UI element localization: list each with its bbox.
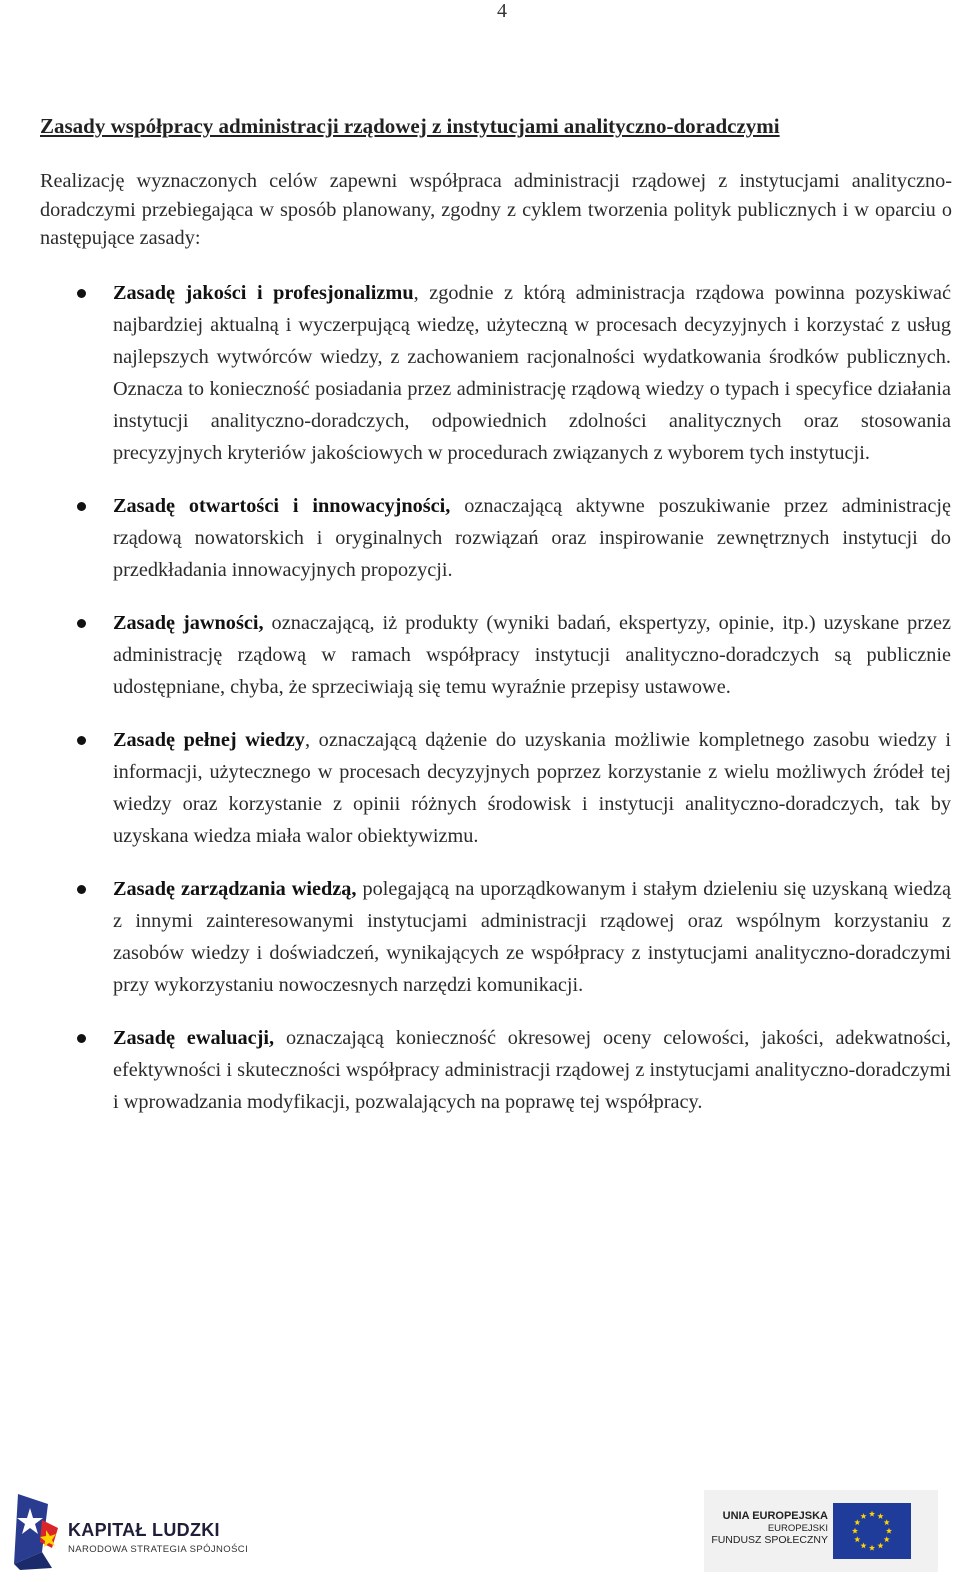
list-item xyxy=(0,724,951,852)
bullet-icon xyxy=(77,619,86,628)
eu-text xyxy=(711,1510,828,1547)
principles-list xyxy=(0,277,960,1139)
principle-title: Zasadę ewaluacji, xyxy=(113,1027,275,1049)
list-item xyxy=(0,873,951,1001)
kapital-ludzki-logo xyxy=(12,1490,252,1572)
eu-line-1: UNIA EUROPEJSKA xyxy=(722,1510,828,1522)
principle-title: Zasadę zarządzania wiedzą, xyxy=(113,878,357,900)
kapital-ludzki-title: KAPITAŁ LUDZKI xyxy=(68,1520,220,1540)
eu-logo xyxy=(704,1490,938,1572)
eu-line-3: FUNDUSZ SPOŁECZNY xyxy=(711,1534,828,1546)
kapital-ludzki-mark-icon xyxy=(12,1490,64,1572)
list-item xyxy=(0,1022,951,1118)
kapital-ludzki-subtitle: NARODOWA STRATEGIA SPÓJNOŚCI xyxy=(68,1544,249,1555)
principle-text: oznaczającą, iż produkty (wyniki badań, ekspertyzy, opinie, itp.) uzyskane przez administrację rządową w ramach współpracy instytucji analityczno-doradczych są publicznie udostępniane, chyba, że sprzeciwiają się temu wyraźnie przepisy ustawowe. xyxy=(113,612,951,698)
eu-line-2: EUROPEJSKI xyxy=(767,1523,828,1534)
principle-text: oznaczającą konieczność okresowej oceny celowości, jakości, adekwatności, efektywności i skuteczności współpracy administracji rządowej z instytucjami analityczno-doradczymi i wprowadzania modyfikacji, pozwalających na poprawę tej współpracy. xyxy=(113,1027,952,1113)
eu-flag-icon xyxy=(833,1503,911,1559)
document-heading: Zasady współpracy administracji rządowej z instytucjami analityczno-doradczymi xyxy=(40,114,780,138)
page-number: 4 xyxy=(497,0,507,22)
principle-title: Zasadę otwartości i innowacyjności, xyxy=(113,495,451,517)
principle-text: polegającą na uporządkowanym i stałym dzieleniu się uzyskaną wiedzą z innymi zainteresowanymi instytucjami administracji rządowej oraz wspólnym korzystaniu z zasobów wiedzy i doświadczeń, wynikających ze współpracy z instytucjami analityczno-doradczymi przy wykorzystaniu nowoczesnych narzędzi komunikacji. xyxy=(113,878,951,996)
principle-text: , oznaczającą dążenie do uzyskania możliwie kompletnego zasobu wiedzy i informacji, użytecznego w procesach decyzyjnych poprzez korzystanie z wielu możliwych źródeł tej wiedzy oraz korzystanie z opinii różnych środowisk i instytucji analityczno-doradczych, tak by uzyskana wiedza miała walor obiektywizmu. xyxy=(113,729,951,847)
intro-paragraph: Realizację wyznaczonych celów zapewni współpraca administracji rządowej z instytucjami analityczno-doradczymi przebiegająca w sposób planowany, zgodny z cyklem tworzenia polityk publicznych i w oparciu o następujące zasady: xyxy=(40,170,952,249)
principle-text: , zgodnie z którą administracja rządowa powinna pozyskiwać najbardziej aktualną i wyczerpującą wiedzę, użyteczną w procesach decyzyjnych i korzystać z usług najlepszych wytwórców wiedzy, z zachowaniem racjonalności wydatkowania środków publicznych. Oznacza to konieczność posiadania przez administrację rządową wiedzy o typach i specyfice działania instytucji analityczno-doradczych, odpowiednich zdolności analitycznych oraz stosowania precyzyjnych kryteriów jakościowych w procedurach związanych z wyborem tych instytucji. xyxy=(113,282,951,464)
page-footer xyxy=(0,1482,960,1582)
bullet-icon xyxy=(77,502,86,511)
bullet-icon xyxy=(77,736,86,745)
bullet-icon xyxy=(77,885,86,894)
principle-title: Zasadę jakości i profesjonalizmu xyxy=(113,282,414,304)
list-item xyxy=(0,490,951,586)
bullet-icon xyxy=(77,1034,86,1043)
principle-title: Zasadę jawności, xyxy=(113,612,264,634)
list-item xyxy=(0,277,951,469)
principle-text: oznaczającą aktywne poszukiwanie przez administrację rządową nowatorskich i oryginalnych rozwiązań oraz inspirowanie zewnętrznych instytucji do przedkładania innowacyjnych propozycji. xyxy=(113,495,951,581)
bullet-icon xyxy=(77,289,86,298)
principle-title: Zasadę pełnej wiedzy xyxy=(113,729,305,751)
list-item xyxy=(0,607,951,703)
